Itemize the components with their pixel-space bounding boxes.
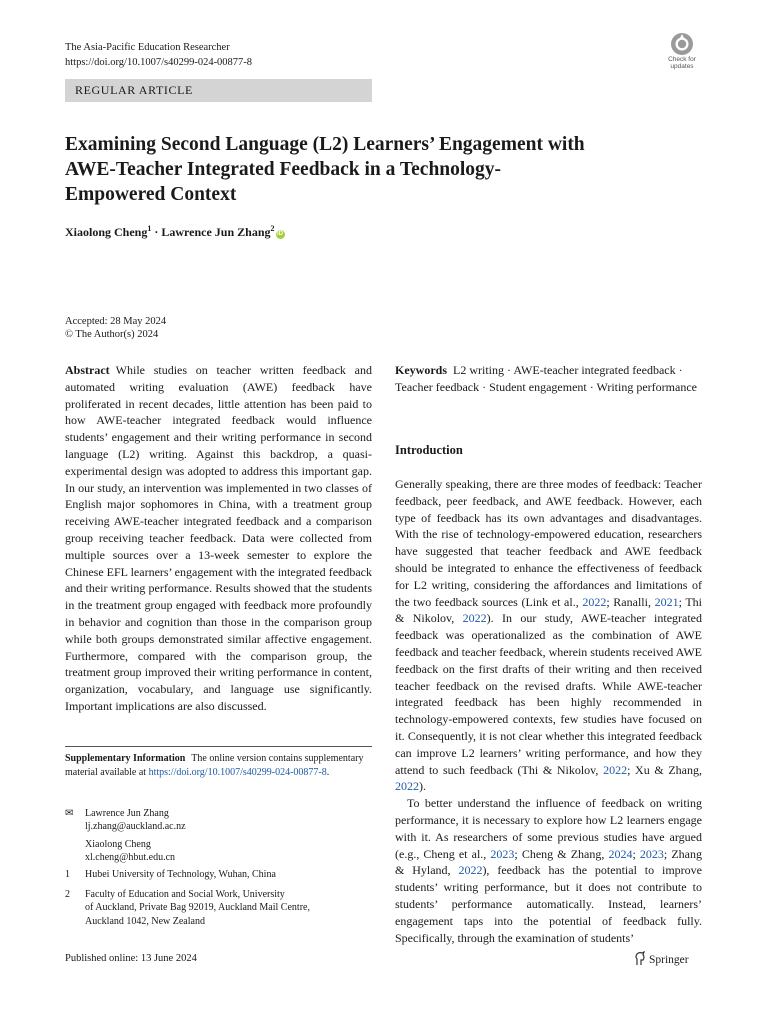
contact-email[interactable]: lj.zhang@auckland.ac.nz [85,821,186,833]
springer-horse-icon [634,951,646,966]
citation-link[interactable]: 2024 [608,846,633,861]
supplementary-information [65,752,372,779]
paragraph-text: ; Ranalli, [606,594,655,609]
citation-link[interactable]: 2022 [603,762,628,777]
introduction-heading: Introduction [395,443,463,457]
keywords-label: Keywords [395,363,447,377]
affiliation-line: Hubei University of Technology, Wuhan, China [85,869,276,880]
author-affiliation-ref: 1 [147,224,152,233]
citation-link[interactable]: 2021 [654,594,679,609]
publisher-logo[interactable] [634,951,689,966]
introduction-paragraph [395,795,702,946]
paragraph-text: ). In our study, AWE-teacher integrated feedback was operationalized as the combination of AWE feedback and teacher feedback, wherein students received AWE feedback on the first drafts of their writing and then received teacher feedback on the revised drafts. While AWE-teacher integrated feedback has been highly recommended in technology-empowered contexts, few studies have focused on it. Consequently, it is not clear whether this integrated feedback can improve L2 learners’ writing performance, and how they attend to such feedback (Thi & Nikolov, [395,611,703,777]
article-type: REGULAR ARTICLE [75,83,193,97]
supplementary-end: . [326,766,330,778]
paragraph-text: ), feedback has the potential to improve students’ writing performance, but it does not contribute to students’ performance automatically. Instead, learners’ engagement taps into the potential of feedback fully. Specifically, through the examination of students’ [395,863,702,945]
citation-link[interactable]: 2022 [395,779,419,794]
citation-link[interactable]: 2023 [490,846,515,861]
affiliation-marker: 1 [65,869,70,880]
journal-header [65,40,252,70]
citation-link[interactable]: 2022 [582,594,607,609]
publisher-name: Springer [649,954,689,966]
keywords-text: L2 writing · AWE-teacher integrated feedback · Teacher feedback · Student engagement · Writing performance [395,363,697,394]
article-dates [65,315,166,341]
paragraph-text: ; Xu & Zhang, [627,762,703,777]
paragraph-text: ; Cheng & Zhang, [514,846,609,861]
check-for-updates-badge[interactable] [662,32,702,70]
author-separator: · [151,225,162,239]
paragraph-text: ; [632,846,640,861]
affiliation-line: of Auckland, Private Bag 92019, Auckland Mail Centre, [85,902,310,914]
check-updates-icon [670,32,694,56]
check-updates-line1: Check for [668,56,696,63]
paragraph-text: To better understand the influence of feedback on writing performance, it is necessary to explore how L2 learners engage with it. As researchers of some previous studies have argued (e.g., Cheng et al., [395,796,702,861]
contact-name: Lawrence Jun Zhang [85,808,169,819]
affiliation-line: Auckland 1042, New Zealand [85,915,205,927]
paragraph-text: Generally speaking, there are three modes of feedback: Teacher feedback, peer feedback, and AWE feedback. However, each type of feedback has its own advantages and disadvantages. With the rise of technology-empowered education, researchers have suggested that teacher feedback and AWE feedback should be integrated to enhance the effectiveness of feedback for L2 writing, considering the affordances and limitations of the two feedback sources (Link et al., [395,477,702,609]
introduction-body [395,476,702,946]
author-list [65,224,285,240]
abstract-label: Abstract [65,363,110,377]
introduction-paragraph [395,476,702,795]
citation-link[interactable]: 2022 [458,863,483,878]
author-name[interactable]: Xiaolong Cheng [65,225,148,239]
affiliation-line: Faculty of Education and Social Work, University [85,889,285,900]
contact-name: Xiaolong Cheng [85,839,151,850]
citation-link[interactable]: 2022 [462,611,487,626]
author-name[interactable]: Lawrence Jun Zhang [161,225,271,239]
envelope-icon: ✉ [65,808,74,819]
citation-link[interactable]: 2023 [639,846,664,861]
paragraph-text: ; Thi & Nikolov, [395,594,702,626]
supplementary-label: Supplementary Information [65,753,186,764]
supplementary-link[interactable]: https://doi.org/10.1007/s40299-024-00877-8 [148,766,327,778]
published-date: Published online: 13 June 2024 [65,953,197,964]
keywords [395,362,702,396]
article-title: Examining Second Language (L2) Learners’ Engagement with AWE-Teacher Integrated Feedback in a Technology-Empowered Context [65,134,585,205]
orcid-icon[interactable]: iD [277,231,284,237]
journal-name: The Asia-Pacific Education Researcher [65,42,230,53]
doi-link[interactable]: https://doi.org/10.1007/s40299-024-00877-8 [65,57,253,68]
abstract [65,362,372,715]
affiliation-marker: 2 [65,889,70,900]
copyright-line: © The Author(s) 2024 [65,329,159,340]
check-updates-line2: updates [670,63,694,70]
author-affiliation-ref: 2 [270,224,275,233]
accepted-date: Accepted: 28 May 2024 [65,316,167,327]
footnote-divider [65,746,372,747]
paragraph-text: ; Zhang & Hyland, [395,846,702,878]
contact-email[interactable]: xl.cheng@hbut.edu.cn [85,852,176,864]
paragraph-text: ). [419,779,426,794]
abstract-text: While studies on teacher written feedback and automated writing evaluation (AWE) feedback have proliferated in recent decades, little attention has been paid to how AWE-teacher integrated feedback would influence students’ engagement and their writing performance in second language (L2) writing. Against this backdrop, a quasi-experimental design was adopted to address this important gap. In our study, an intervention was implemented in two classes of English major sophomores in China, with a treatment group receiving AWE-teacher integrated feedback and a comparison group receiving teacher feedback. Data were collected from multiple sources over a 13-week semester to explore the Chinese EFL learners’ engagement with the integrated feedback and their writing performance. Results showed that the students in the treatment group engaged with feedback more profoundly in behavior and cognition than those in the comparison group while both groups demonstrated similar affective engagement. Furthermore, compared with the comparison group, the treatment group improved their writing performance in content, organization, vocabulary, and language use significantly. Important implications are also discussed. [65,363,372,713]
supplementary-text: The online version contains supplementary material available at [65,753,364,778]
article-type-banner [65,79,372,102]
